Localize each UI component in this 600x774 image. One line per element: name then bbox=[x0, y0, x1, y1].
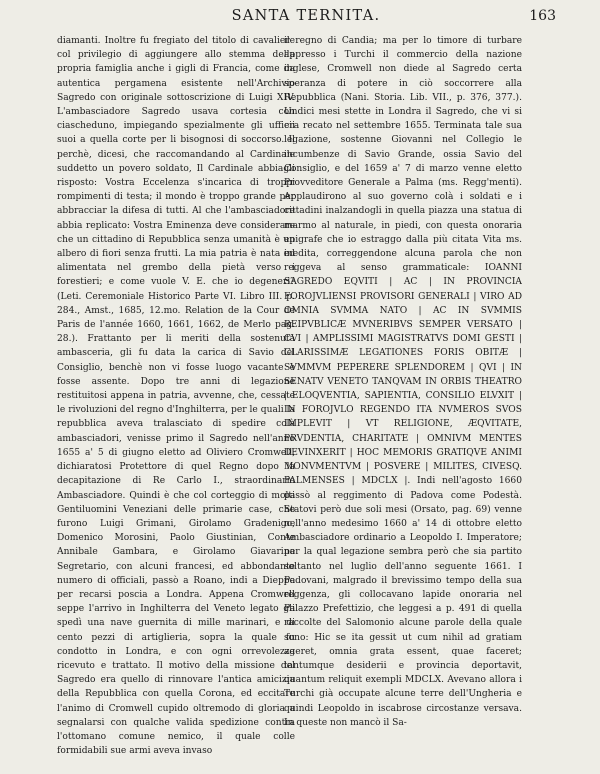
page-number: 163 bbox=[529, 8, 556, 24]
left-column bbox=[57, 34, 295, 758]
page-header bbox=[56, 8, 556, 32]
running-title: SANTA TERNITA. bbox=[231, 8, 381, 24]
right-column-text: il regno di Candia; ma per lo timore di turbare appresso i Turchi il commercio della nazione inglese, Cromwell non diede al Sagredo certa speranza di potere in ciò soccorrere alla Repubblica (Nani. Storia. Lib. VII., p. 376, 377.). Undici mesi stette in Londra il Sagredo, che vi si era recato nel settembre 1655. Terminata tale sua legazione, sostenne Giovanni nel Collegio le incumbenze di Savio Grande, ossia Savio del Consiglio, e del 1659 a' 7 di marzo venne eletto Provveditore Generale a Palma (ms. Regg'menti). Applaudirono al suo governo colà i soldati e i cittadini inalzandogli in quella piazza una statua di marmo al naturale, in piedi, con questa onoraria epigrafe che io estraggo dalla più citata Vita ms. inedita, correggendone alcuna parola che non reggeva al senso grammaticale: IOANNI SAGREDO EQVITI | AC | IN PROVINCIA FOROJVLIENSI PROVISORI GENERALI | VIRO AD OMNIA SVMMA NATO | AC IN SVMMIS REIPVBLICÆ MVNERIBVS SEMPER VERSATO | CVI | AMPLISSIMI MAGISTRATVS DOMI GESTI | CLARISSIMÆ LEGATIONES FORIS OBITÆ | SVMMVM PEPERERE SPLENDOREM | QVI | IN SENATV VENETO TANQVAM IN ORBIS THEATRO | ELOQVENTIA, SAPIENTIA, CONSILIO ELVXIT | IN FOROJVLO REGENDO ITA NVMEROS SVOS IMPLEVIT | VT RELIGIONE, ÆQVITATE, PRVDENTIA, CHARITATE | OMNIVM MENTES DEVINXERIT | HOC MEMORIS GRATIQVE ANIMI MONVMENTVM | POSVERE | MILITES, CIVESQ. PALMENSES | MDCLX |. Indi nell'agosto 1660 passò al reggimento di Padova come Podestà. Statovi però due soli mesi (Orsato, pag. 69) venne nell'anno medesimo 1660 a' 14 di ottobre eletto Ambasciadore ordinario a Leopoldo I. Imperatore; per la qual legazione sembra però che sia partito soltanto nel luglio dell'anno seguente 1661. I Padovani, malgrado il brevissimo tempo della sua reggenza, gli collocavano lapide onoraria nel Palazzo Prefettizio, che leggesi a p. 491 di quella raccolte del Salomonio alcune parole della quale sono: Hic se ita gessit ut cum nihil ad gratiam ageret, omnia grata essent, quae faceret; tantumque desiderii e provincia deportavit, quantum reliquit exempli MDCLX. Avevano allora i Turchi già occupate alcune terre dell'Ungheria e quindi Leopoldo in iscabrose circostanze versava. In queste non mancò il Sa- bbox=[284, 36, 522, 728]
left-column-text: diamanti. Inoltre fu fregiato del titolo di cavaliere col privilegio di aggiungere allo stemma della propria famiglia anche i gigli di Francia, come da autentica pergamena esistente nell'Archivio Sagredo con originale sottoscrizione di Luigi XIV. L'ambasciadore Sagredo usava cortesia con ciascheduno, impiegando spezialmente gli ufficii suoi a quella corte per li bisognosi di soccorso. Il perchè, dicesi, che raccomandando al Cardinale suddetto un povero soldato, Il Cardinale abbiagli risposto: Vostra Eccelenza s'incarica di troppi rompimenti di testa; il mondo è troppo grande per abbracciar la difesa di tutti. Al che l'ambasciadore abbia replicato: Vostra Eminenza deve considerare che un cittadino di Repubblica senza umanità è un albero di fiori senza frutti. La mia patria è nata ed alimentata nel grembo della pietà verso i forestieri; e come vuole V. E. che io degeneri? (Leti. Ceremoniale Historico Parte VI. Libro III. p. 284., Amst., 1685, 12.mo. Relation de la Cour de Paris de l'année 1660, 1661, 1662, de Merlo pag. 28.). Frattanto per li meriti della sostenuta ambasceria, gli fu data la carica di Savio del Consiglio, benchè non vi fosse luogo vacante e fosse assente. Dopo tre anni di legazione restituitosi appena in patria, avvenne, che, cessate le rivoluzioni del regno d'Inghilterra, per le quali la repubblica aveva tralasciato di spedire colà ambasciadori, venisse primo il Sagredo nell'anno 1655 a' 5 di giugno eletto ad Oliviero Cromwell, dichiaratosi Protettore di quel Regno dopo la decapitazione di Re Carlo I., straordinario Ambasciadore. Quindi è che col corteggio di molti Gentiluomini Veneziani delle primarie case, che furono Luigi Grimani, Girolamo Gradenigo, Domenico Morosini, Paolo Giustinian, Conte Annibale Gambara, e Girolamo Giavarina Segretario, con alcuni francesi, ed abbondante numero di officiali, passò a Roano, indi a Dieppe per recarsi poscia a Londra. Appena Cromwell seppe l'arrivo in Inghilterra del Veneto legato gli spedì una nave guernita di mille marinari, e di cento pezzi di artiglieria, sopra la quale fu condotto in Londra, e con ogni orrevolezza ricevuto e trattato. Il motivo della missione del Sagredo era quello di rinnovare l'antica amicizia della Repubblica con quella Corona, ed eccitare l'animo di Cromwell cupido oltremodo di gloria a segnalarsi con qualche valida spedizione contra l'ottomano comune nemico, il quale colle formidabili sue armi aveva invaso bbox=[57, 36, 295, 757]
right-column bbox=[284, 34, 522, 730]
